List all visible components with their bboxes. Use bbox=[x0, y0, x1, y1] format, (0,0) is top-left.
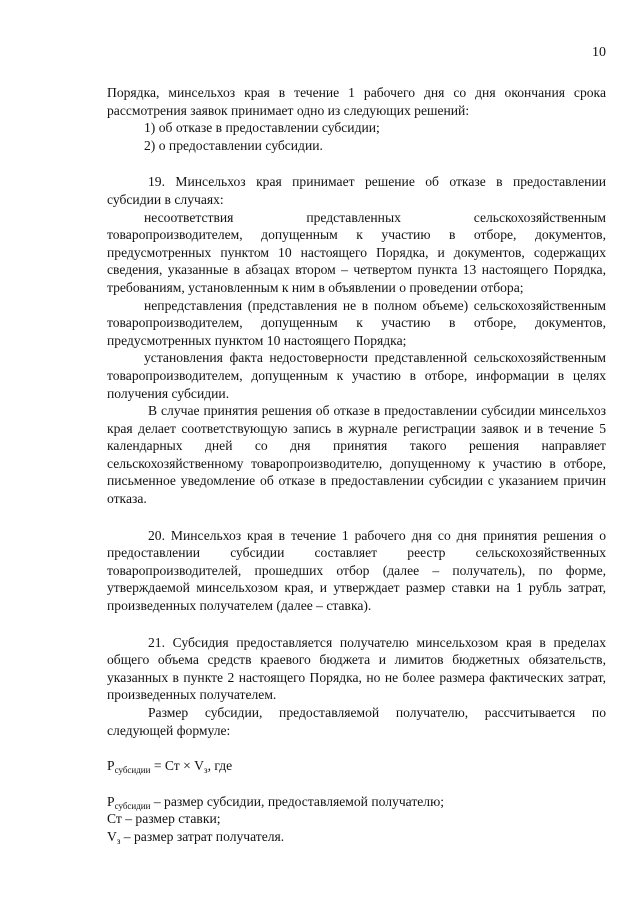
formula-v-subscript: з bbox=[204, 765, 208, 776]
clause-19-case-2: непредставления (представления не в полном объеме) сельскохозяйственным товаропроизводителем, допущенным к участию в отборе, документов, предусмотренных пунктом 10 настоящего Порядка; bbox=[107, 297, 606, 348]
decision-option-2: 2) о предоставлении субсидии. bbox=[144, 137, 323, 153]
clause-20: 20. Минсельхоз края в течение 1 рабочего дня со дня принятия решения о предоставлении субсидии составляет реестр сельскохозяйственных товаропроизводителей, прошедших отбор (далее – получатель), по форме, утверждаемой минсельхозом края, и утверждает размер ставки на 1 рубль затрат, произведенных получателем (далее – ставка). bbox=[107, 527, 606, 614]
formula-tail: , где bbox=[207, 758, 233, 774]
page-number: 10 bbox=[592, 45, 606, 60]
clause-21-size: Размер субсидии, предоставляемой получателю, рассчитывается по следующей формуле: bbox=[107, 705, 606, 738]
legend-v-subscript: з bbox=[116, 835, 121, 846]
paragraph-intro: Порядка, минсельхоз края в течение 1 рабочего дня со дня окончания срока рассмотрения заявок принимает одно из следующих решений: bbox=[107, 85, 606, 118]
clause-19: 19. Минсельхоз края принимает решение об отказе в предоставлении субсидии в случаях: bbox=[107, 174, 606, 207]
clause-21: 21. Субсидия предоставляется получателю минсельхозом края в пределах общего объема средств краевого бюджета и лимитов бюджетных обязательств, указанных в пункте 2 настоящего Порядка, но не более размера фактических затрат, произведенных получателем. bbox=[107, 634, 606, 703]
clause-19-refusal-procedure: В случае принятия решения об отказе в предоставлении субсидии минсельхоз края делает соответствующую запись в журнале регистрации заявок и в течение 5 календарных дней со дня принятия такого решения направляет сельскохозяйственному товаропроизводителю, допущенному к участию в отборе, письменное уведомление об отказе в предоставлении субсидии с указанием причин отказа. bbox=[107, 403, 606, 507]
formula-p-symbol: P bbox=[107, 758, 115, 774]
legend-v-text: – размер затрат получателя. bbox=[120, 828, 285, 844]
legend-p-text: – размер субсидии, предоставляемой получателю; bbox=[150, 793, 445, 809]
legend-v bbox=[107, 828, 606, 846]
decision-option-1: 1) об отказе в предоставлении субсидии; bbox=[144, 120, 380, 136]
formula-rhs: = Ст × V bbox=[150, 758, 204, 774]
formula-p-subscript: субсидии bbox=[114, 765, 151, 776]
subsidy-formula bbox=[107, 757, 606, 775]
document-body bbox=[107, 84, 606, 846]
legend-p-subscript: субсидии bbox=[114, 800, 151, 811]
legend-p-symbol: P bbox=[107, 793, 115, 809]
legend-v-symbol: V bbox=[107, 828, 117, 844]
clause-19-case-1: несоответствия представленных сельскохозяйственным товаропроизводителем, допущенным к участию в отборе, документов, предусмотренных пунктом 10 настоящего Порядка, и документов, содержащих сведения, указанные в абзацах втором – четвертом пункта 13 настоящего Порядка, требованиям, установленным к ним в объявлении о проведении отбора; bbox=[107, 209, 606, 295]
clause-19-case-3: установления факта недостоверности представленной сельскохозяйственным товаропроизводителем, допущенным к участию в отборе, информации в целях получения субсидии. bbox=[107, 350, 606, 401]
legend-st: Ст – размер ставки; bbox=[107, 811, 221, 827]
legend-p bbox=[107, 793, 606, 811]
